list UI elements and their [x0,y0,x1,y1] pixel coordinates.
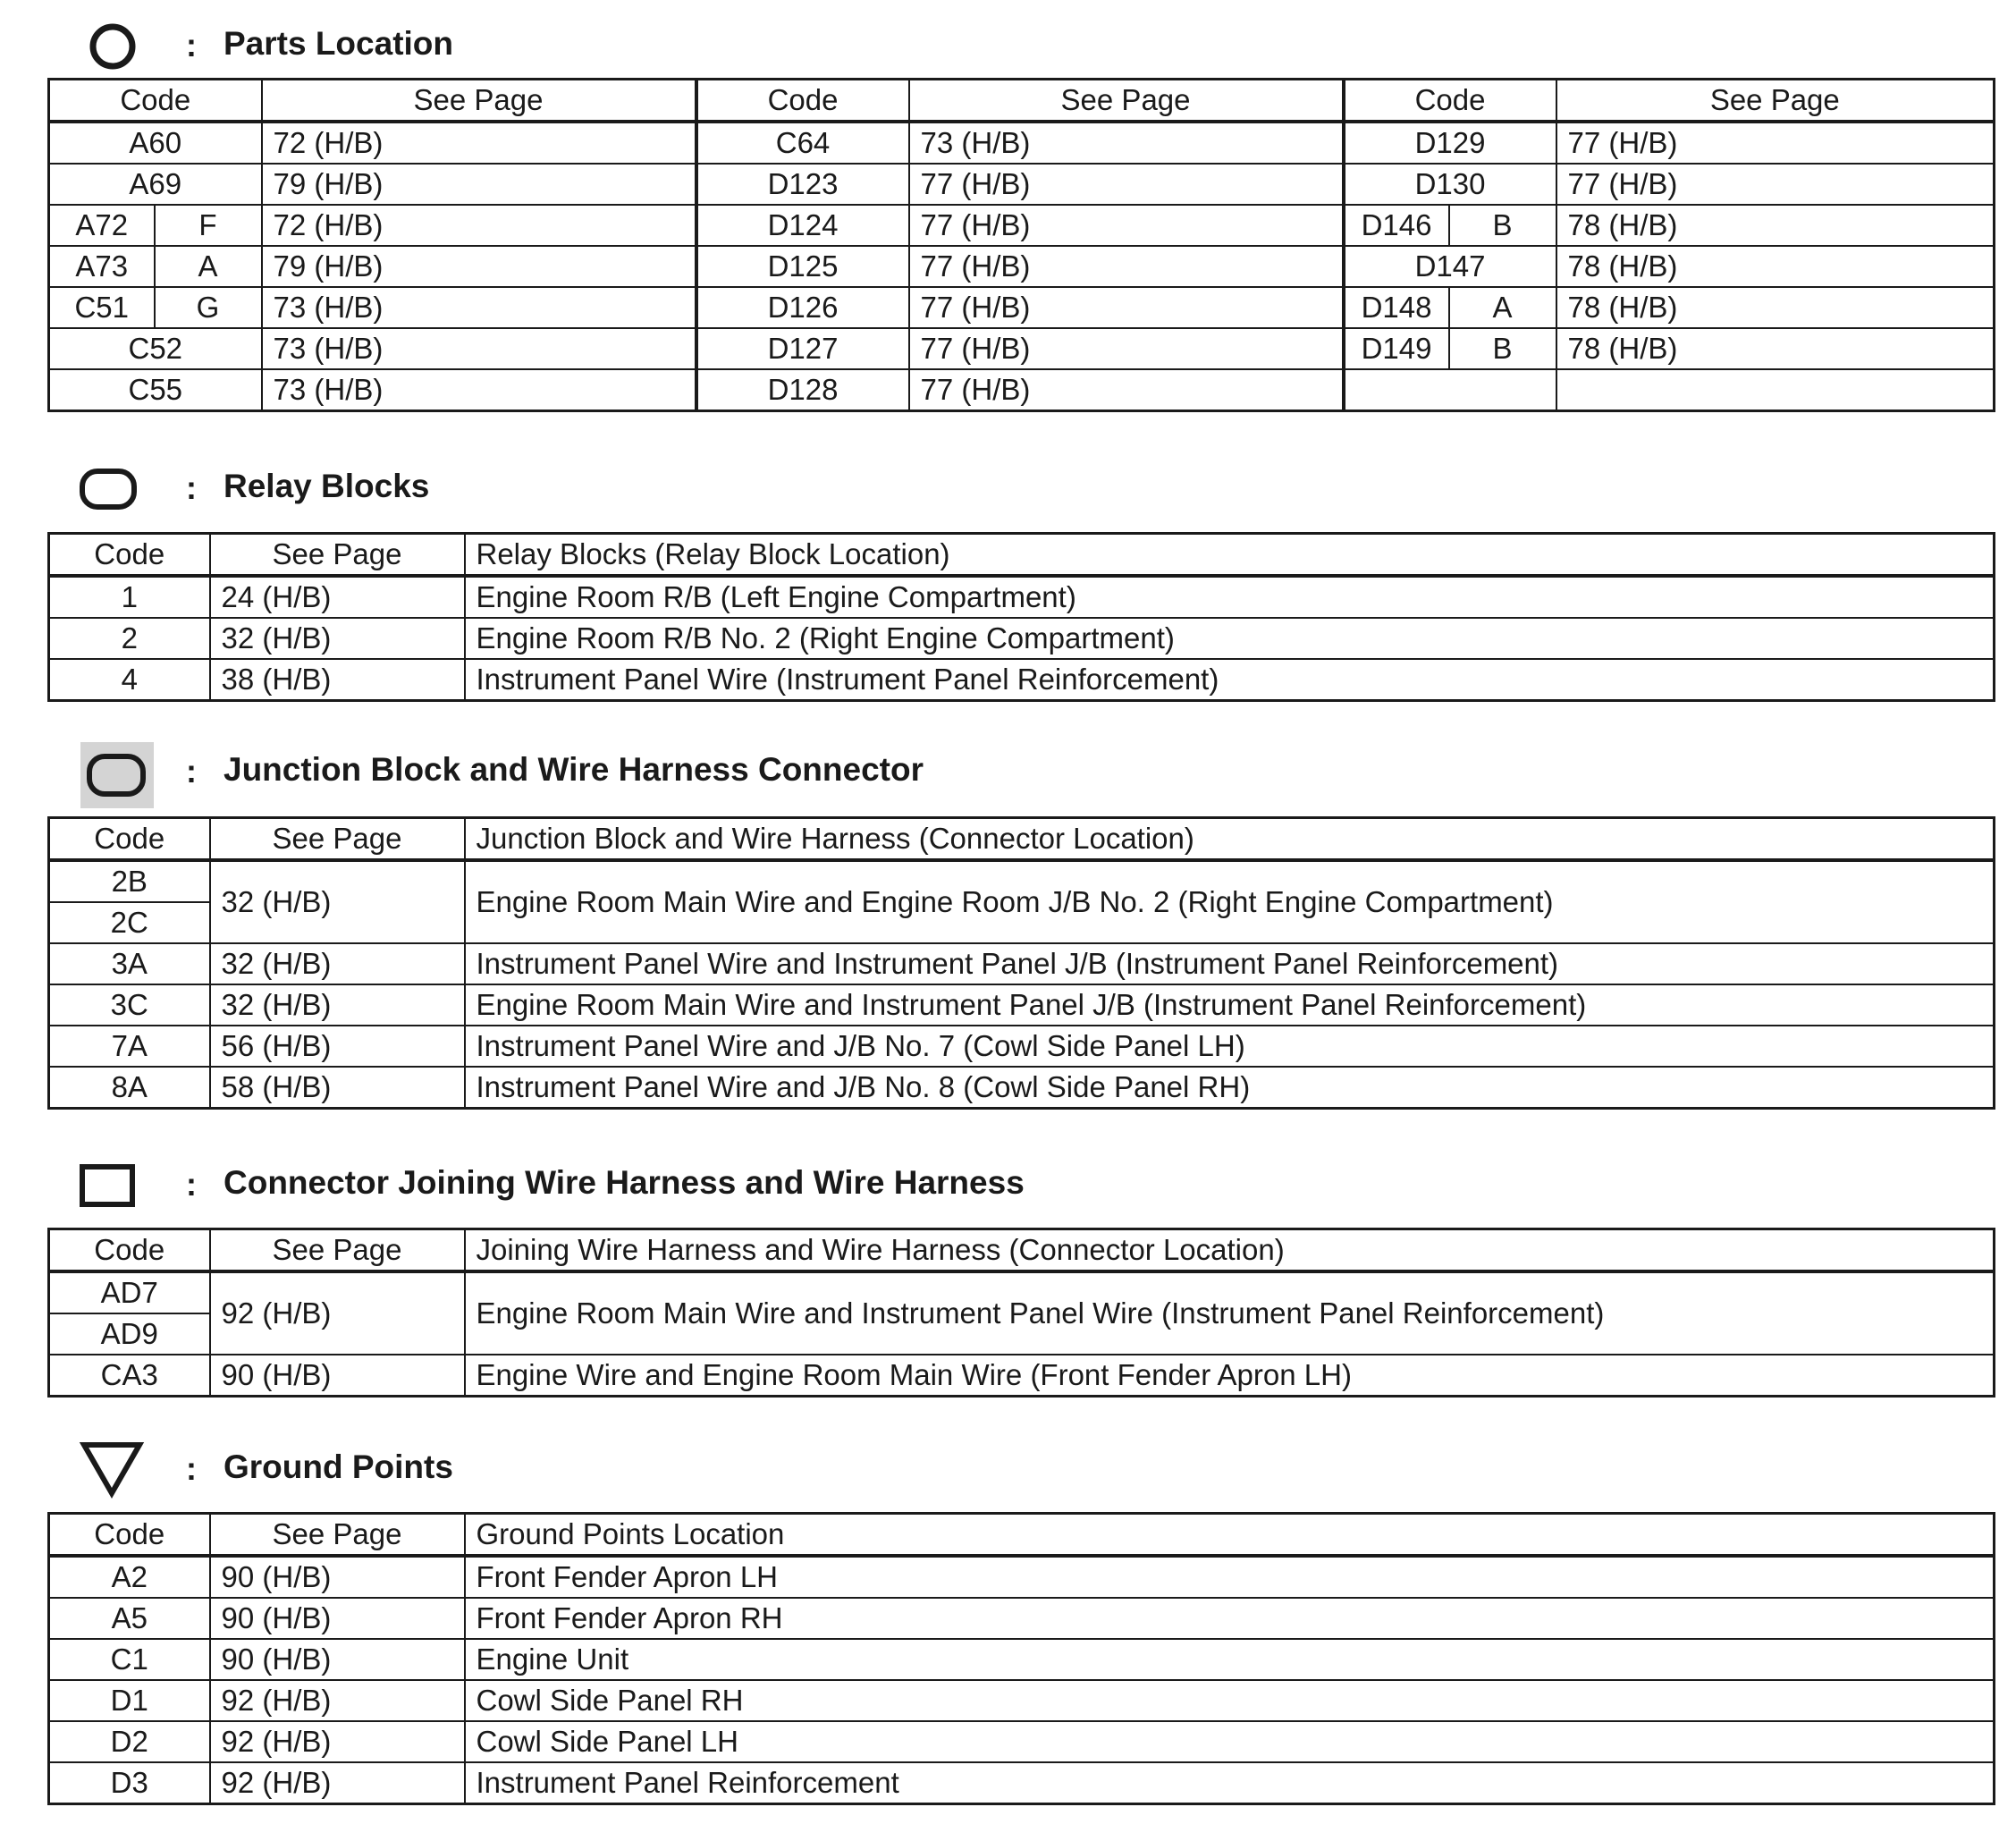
page-cell: 79 (H/B) [262,164,696,205]
page-cell: 77 (H/B) [1556,122,1995,164]
code-cell: C51 [49,287,155,328]
page-cell: 78 (H/B) [1556,287,1995,328]
location-header: Relay Blocks (Relay Block Location) [465,534,1995,577]
table-row [49,122,1995,164]
location-header: Ground Points Location [465,1514,1995,1557]
header-row [49,534,1995,577]
see-page-header: See Page [262,80,696,122]
page-cell: 92 (H/B) [210,1762,465,1804]
page-cell [1556,369,1995,411]
code-sub-cell: A [155,246,262,287]
location-cell: Engine Room Main Wire and Engine Room J/B No. 2 (Right Engine Compartment) [465,860,1995,943]
section-title: Ground Points [224,1448,453,1485]
page-cell: 38 (H/B) [210,659,465,701]
table-row [49,860,1995,902]
code-cell: 3C [49,984,210,1026]
table-row [49,659,1995,701]
location-cell: Instrument Panel Wire and J/B No. 7 (Cowl Side Panel LH) [465,1026,1995,1067]
location-cell: Cowl Side Panel LH [465,1721,1995,1762]
location-cell: Cowl Side Panel RH [465,1680,1995,1721]
code-cell: C52 [49,328,262,369]
see-page-header: See Page [210,1229,465,1272]
code-cell: D130 [1344,164,1556,205]
header-row [49,80,1995,122]
table-row [49,1762,1995,1804]
code-cell: 1 [49,576,210,618]
location-cell: Instrument Panel Wire (Instrument Panel Reinforcement) [465,659,1995,701]
code-cell: C55 [49,369,262,411]
code-header: Code [1344,80,1556,122]
table-row [49,287,1995,328]
page-cell: 73 (H/B) [909,122,1344,164]
page-cell: 77 (H/B) [1556,164,1995,205]
table-row [49,576,1995,618]
page-cell: 78 (H/B) [1556,205,1995,246]
code-cell: A60 [49,122,262,164]
code-cell: D149 [1344,328,1449,369]
code-cell: D125 [696,246,909,287]
table-row [49,1067,1995,1109]
header-row [49,1229,1995,1272]
code-cell: A2 [49,1556,210,1598]
table-row [49,1598,1995,1639]
table-row [49,1556,1995,1598]
relay-blocks-table [47,532,1995,702]
code-cell: D129 [1344,122,1556,164]
location-cell: Instrument Panel Wire and Instrument Panel J/B (Instrument Panel Reinforcement) [465,943,1995,984]
header-row [49,1514,1995,1557]
section-title: Connector Joining Wire Harness and Wire Harness [224,1164,1025,1201]
page-cell: 32 (H/B) [210,618,465,659]
page-cell: 72 (H/B) [262,205,696,246]
code-cell: D123 [696,164,909,205]
code-cell: 2B [49,860,210,902]
code-cell: 8A [49,1067,210,1109]
code-cell: A5 [49,1598,210,1639]
see-page-header: See Page [909,80,1344,122]
location-cell: Engine Room Main Wire and Instrument Panel J/B (Instrument Panel Reinforcement) [465,984,1995,1026]
page-cell: 32 (H/B) [210,943,465,984]
colon: : [186,753,197,790]
rounded-rect-icon [79,468,138,511]
code-header: Code [49,534,210,577]
square-icon [79,1163,136,1208]
code-cell: D126 [696,287,909,328]
parts-location-table [47,78,1995,412]
location-header: Junction Block and Wire Harness (Connector Location) [465,818,1995,861]
table-row [49,984,1995,1026]
code-cell: A72 [49,205,155,246]
code-cell: C64 [696,122,909,164]
see-page-header: See Page [1556,80,1995,122]
code-cell: D128 [696,369,909,411]
location-cell: Instrument Panel Reinforcement [465,1762,1995,1804]
shaded-rounded-rect-icon [86,753,147,798]
colon: : [186,469,197,506]
location-cell: Engine Room R/B (Left Engine Compartment) [465,576,1995,618]
location-cell: Engine Room R/B No. 2 (Right Engine Compartment) [465,618,1995,659]
page-cell: 92 (H/B) [210,1721,465,1762]
section-title: Parts Location [224,25,453,62]
see-page-header: See Page [210,818,465,861]
code-cell: CA3 [49,1355,210,1397]
code-cell: 7A [49,1026,210,1067]
location-cell: Engine Unit [465,1639,1995,1680]
page-cell: 77 (H/B) [909,164,1344,205]
page-cell: 73 (H/B) [262,369,696,411]
location-cell: Front Fender Apron LH [465,1556,1995,1598]
page-cell: 78 (H/B) [1556,246,1995,287]
page-cell: 90 (H/B) [210,1556,465,1598]
table-row [49,1721,1995,1762]
page-cell: 77 (H/B) [909,369,1344,411]
page-cell: 32 (H/B) [210,984,465,1026]
page-cell: 77 (H/B) [909,328,1344,369]
section-title: Junction Block and Wire Harness Connector [224,751,924,788]
table-row [49,1355,1995,1397]
code-cell: A69 [49,164,262,205]
table-row [49,1680,1995,1721]
code-header: Code [49,818,210,861]
page-cell: 77 (H/B) [909,205,1344,246]
circle-icon [88,21,138,72]
code-cell: AD7 [49,1271,210,1313]
code-cell: D1 [49,1680,210,1721]
page-cell: 24 (H/B) [210,576,465,618]
table-row [49,1271,1995,1313]
colon: : [186,1450,197,1487]
table-row [49,164,1995,205]
section-title: Relay Blocks [224,468,430,504]
table-row [49,1026,1995,1067]
see-page-header: See Page [210,534,465,577]
page-cell: 56 (H/B) [210,1026,465,1067]
code-cell: D148 [1344,287,1449,328]
location-cell: Engine Wire and Engine Room Main Wire (Front Fender Apron LH) [465,1355,1995,1397]
page-cell: 72 (H/B) [262,122,696,164]
code-cell: D3 [49,1762,210,1804]
header-row [49,818,1995,861]
page-cell: 79 (H/B) [262,246,696,287]
code-cell: A73 [49,246,155,287]
code-sub-cell: B [1449,328,1556,369]
location-cell: Instrument Panel Wire and J/B No. 8 (Cowl Side Panel RH) [465,1067,1995,1109]
code-cell: D127 [696,328,909,369]
code-cell: D2 [49,1721,210,1762]
code-cell: 2C [49,902,210,943]
colon: : [186,27,197,63]
code-cell: D146 [1344,205,1449,246]
code-sub-cell: G [155,287,262,328]
location-cell: Front Fender Apron RH [465,1598,1995,1639]
table-row [49,369,1995,411]
see-page-header: See Page [210,1514,465,1557]
connector-joining-table [47,1228,1995,1398]
location-cell: Engine Room Main Wire and Instrument Panel Wire (Instrument Panel Reinforcement) [465,1271,1995,1355]
code-header: Code [49,1514,210,1557]
code-sub-cell: A [1449,287,1556,328]
code-header: Code [696,80,909,122]
code-cell: 2 [49,618,210,659]
page-cell: 92 (H/B) [210,1680,465,1721]
page-cell: 77 (H/B) [909,287,1344,328]
code-header: Code [49,1229,210,1272]
code-sub-cell: F [155,205,262,246]
page-cell: 58 (H/B) [210,1067,465,1109]
table-row [49,618,1995,659]
page-cell: 78 (H/B) [1556,328,1995,369]
code-cell: 3A [49,943,210,984]
table-row [49,205,1995,246]
code-header: Code [49,80,262,122]
junction-block-table [47,816,1995,1110]
code-cell: AD9 [49,1313,210,1355]
code-cell: D124 [696,205,909,246]
down-triangle-icon [79,1440,145,1499]
page-cell: 73 (H/B) [262,328,696,369]
page-cell: 90 (H/B) [210,1639,465,1680]
page-cell: 32 (H/B) [210,860,465,943]
table-row [49,328,1995,369]
code-cell: 4 [49,659,210,701]
table-row [49,943,1995,984]
table-row [49,246,1995,287]
code-cell [1344,369,1556,411]
code-cell: D147 [1344,246,1556,287]
page-cell: 92 (H/B) [210,1271,465,1355]
page-cell: 90 (H/B) [210,1598,465,1639]
code-cell: C1 [49,1639,210,1680]
table-row [49,1639,1995,1680]
location-header: Joining Wire Harness and Wire Harness (Connector Location) [465,1229,1995,1272]
colon: : [186,1166,197,1203]
page-cell: 73 (H/B) [262,287,696,328]
code-sub-cell: B [1449,205,1556,246]
page-cell: 77 (H/B) [909,246,1344,287]
page-cell: 90 (H/B) [210,1355,465,1397]
ground-points-table [47,1512,1995,1805]
